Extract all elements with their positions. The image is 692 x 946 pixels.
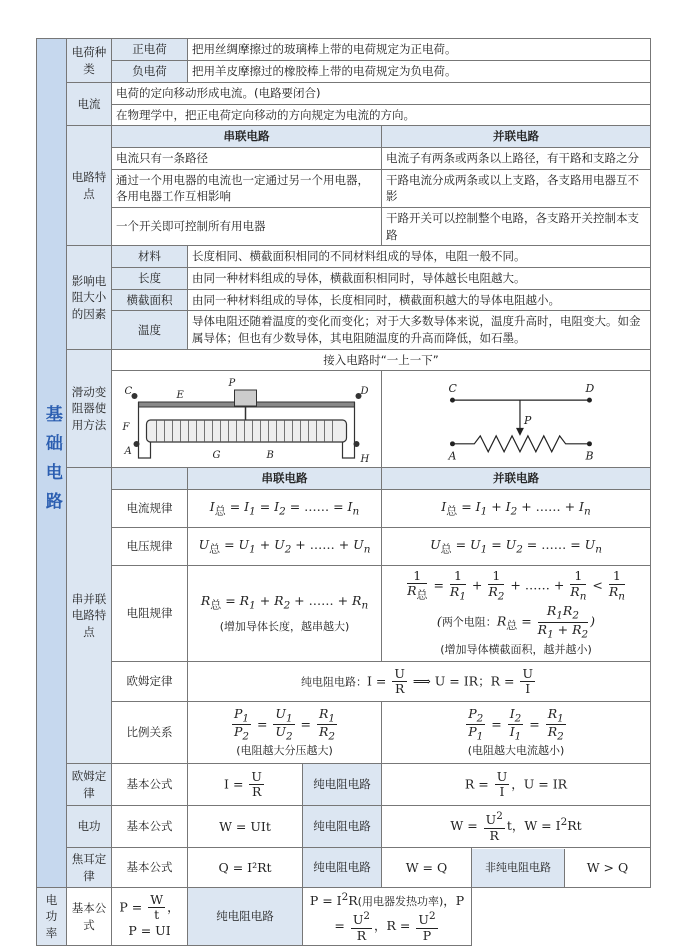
power-pure-label: 纯电阻电路 — [188, 888, 303, 946]
circuit-series-1: 电流只有一条路径 — [112, 148, 382, 170]
power-basic-label: 基本公式 — [67, 888, 112, 946]
positive-charge-label: 正电荷 — [112, 39, 188, 61]
resistance-category: 影响电阻大小的因素 — [67, 246, 112, 349]
joule-nonpure-cell — [472, 848, 651, 888]
device-label-d: D — [360, 386, 369, 398]
device-label-g: G — [212, 450, 221, 462]
work-category: 电功 — [67, 806, 112, 848]
negative-charge-label: 负电荷 — [112, 61, 188, 83]
parallel-two-resistors: 两个电阻： — [441, 615, 497, 629]
device-label-e: E — [176, 390, 184, 402]
ohm-law-label: 欧姆定律 — [112, 662, 188, 702]
diagram-label-b: B — [585, 450, 594, 464]
diagram-label-p: P — [523, 414, 532, 428]
joule-pure-label: 纯电阻电路 — [303, 848, 382, 888]
laws-category: 串并联电路特点 — [67, 468, 112, 764]
factor-length-desc: 由同一种材料组成的导体，横截面积相同时，导体越长电阻越大。 — [188, 268, 651, 290]
parallel-current-formula: $I_总 = I_1 + I_2$ + …… + $I_n$ — [382, 490, 651, 528]
rheostat-category: 滑动变阻器使用方法 — [67, 349, 112, 468]
factor-length-label: 长度 — [112, 268, 188, 290]
power-category: 电功率 — [37, 888, 67, 946]
current-category: 电流 — [67, 83, 112, 126]
power-basic-formula: P = $\frac{W}{t}$ ，P = UI — [112, 888, 188, 946]
parallel-resistance-note: (增加导体横截面积，越并越小) — [440, 643, 592, 657]
joule-pure-formula: W = Q — [382, 848, 472, 888]
resistance-law-label: 电阻规律 — [112, 566, 188, 662]
rheostat-diagram-cell — [382, 371, 651, 468]
parallel-ratio-note: (电阻越大电流越小) — [467, 743, 565, 757]
device-label-h: H — [360, 454, 370, 466]
rheostat-device-illustration — [113, 372, 380, 466]
joule-nonpure-formula: W > Q — [586, 859, 629, 875]
parallel-ratio-cell: $\frac{P_2}{P_1}$ = $\frac{I_2}{I_1}$ = $\frac{R_1}{R_2}$ (电阻越大电流越小) — [382, 702, 651, 764]
ohm-pure-formula: R = $\frac{U}{I}$ ，U = IR — [382, 764, 651, 806]
work-pure-formula: W = $\frac{U^2}{R}$ t，$W = I^2Rt$ — [382, 806, 651, 848]
circuit-parallel-3: 干路开关可以控制整个电路，各支路开关控制本支路 — [382, 208, 651, 246]
circuit-category: 电路特点 — [67, 126, 112, 246]
series-ratio-cell: $\frac{P_1}{P_2}$ = $\frac{U_1}{U_2}$ = $\frac{R_1}{R_2}$ (电阻越大分压越大) — [188, 702, 382, 764]
diagram-label-d: D — [585, 382, 595, 396]
current-line1: 电荷的定向移动形成电流。(电路要闭合) — [112, 83, 651, 105]
joule-nonpure-label: 非纯电阻电路 — [472, 849, 565, 887]
series-current-formula: $I_总 = I_1 = I_2$ = …… = $I_n$ — [188, 490, 382, 528]
power-pure-formula: $P = I^2R$(用电器发热功率)，P = $\frac{U^2}{R}$ ，R = $\frac{U^2}{P}$ — [303, 888, 472, 946]
ohm-law-formula: 纯电阻电路：I = $\frac{U}{R}$ ⟹ U = IR；R = $\frac{U}{I}$ — [188, 662, 651, 702]
work-basic-label: 基本公式 — [112, 806, 188, 848]
factor-area-label: 横截面积 — [112, 289, 188, 311]
ohm-pure-label: 纯电阻电路 — [303, 764, 382, 806]
circuit-series-2: 通过一个用电器的电流也一定通过另一个用电器，各用电器工作互相影响 — [112, 169, 382, 207]
work-basic-formula: W = UIt — [188, 806, 303, 848]
device-label-b: B — [266, 450, 274, 462]
joule-basic-formula: Q = I²Rt — [188, 848, 303, 888]
series-resistance-note: (增加导体长度，越串越大) — [219, 620, 350, 634]
diagram-label-c: C — [448, 382, 457, 396]
circuit-parallel-1: 电流子有两条或两条以上路径，有干路和支路之分 — [382, 148, 651, 170]
current-line2: 在物理学中，把正电荷定向移动的方向规定为电流的方向。 — [112, 104, 651, 126]
series-ratio-note: (电阻越大分压越大) — [236, 743, 333, 757]
physics-summary-table — [36, 38, 651, 946]
device-label-f: F — [122, 422, 130, 434]
rheostat-title: 接入电路时“一上一下” — [112, 349, 651, 371]
ratio-label: 比例关系 — [112, 702, 188, 764]
series-resistance-cell: $R_总 = R_1 + R_2$ + …… + $R_n$ (增加导体长度，越串越大) — [188, 566, 382, 662]
device-label-c: C — [124, 386, 133, 398]
factor-temperature-desc: 导体电阻还随着温度的变化而变化；对于大多数导体来说，温度升高时，电阻变大。如金属导体；但也有少数导体，其电阻随温度的升高而降低，如石墨。 — [188, 311, 651, 349]
circuit-series-3: 一个开关即可控制所有用电器 — [112, 208, 382, 246]
factor-temperature-label: 温度 — [112, 311, 188, 349]
side-title: 基础电路 — [37, 39, 67, 888]
parallel-resistance-cell: $\frac{1}{R_总}$ = $\frac{1}{R_1}$ + $\frac{1}{R_2}$ + …… + $\frac{1}{R_n}$ < $\frac{1}{R_n}$ (两个电阻：$R_总$ = $\frac{R_1R_2}{R_1 + R_2}$ ) (增加导体横截面积，越并越小) — [382, 566, 651, 662]
device-label-p: P — [228, 378, 236, 390]
factor-material-desc: 长度相同、横截面积相同的不同材料组成的导体，电阻一般不同。 — [188, 246, 651, 268]
circuit-series-header: 串联电路 — [112, 126, 382, 148]
laws-series-header: 串联电路 — [188, 468, 382, 490]
joule-category: 焦耳定律 — [67, 848, 112, 888]
device-label-a: A — [124, 446, 132, 458]
laws-header-blank — [112, 468, 188, 490]
negative-charge-desc: 把用羊皮摩擦过的橡胶棒上带的电荷规定为负电荷。 — [188, 61, 651, 83]
series-voltage-formula: $U_总 = U_1 + U_2$ + …… + $U_n$ — [188, 528, 382, 566]
rheostat-circuit-diagram — [383, 372, 649, 466]
ohm-basic-formula: I = $\frac{U}{R}$ — [188, 764, 303, 806]
circuit-parallel-header: 并联电路 — [382, 126, 651, 148]
positive-charge-desc: 把用丝绸摩擦过的玻璃棒上带的电荷规定为正电荷。 — [188, 39, 651, 61]
diagram-label-a: A — [448, 450, 457, 464]
joule-basic-label: 基本公式 — [112, 848, 188, 888]
voltage-law-label: 电压规律 — [112, 528, 188, 566]
current-law-label: 电流规律 — [112, 490, 188, 528]
ohm-basic-label: 基本公式 — [112, 764, 188, 806]
ohm-category: 欧姆定律 — [67, 764, 112, 806]
factor-material-label: 材料 — [112, 246, 188, 268]
laws-parallel-header: 并联电路 — [382, 468, 651, 490]
circuit-parallel-2: 干路电流分成两条或以上支路，各支路用电器互不影 — [382, 169, 651, 207]
charge-category: 电荷种类 — [67, 39, 112, 83]
rheostat-device-cell — [112, 371, 382, 468]
work-pure-label: 纯电阻电路 — [303, 806, 382, 848]
factor-area-desc: 由同一种材料组成的导体，长度相同时，横截面积越大的导体电阻越小。 — [188, 289, 651, 311]
parallel-voltage-formula: $U_总 = U_1 = U_2$ = …… = $U_n$ — [382, 528, 651, 566]
